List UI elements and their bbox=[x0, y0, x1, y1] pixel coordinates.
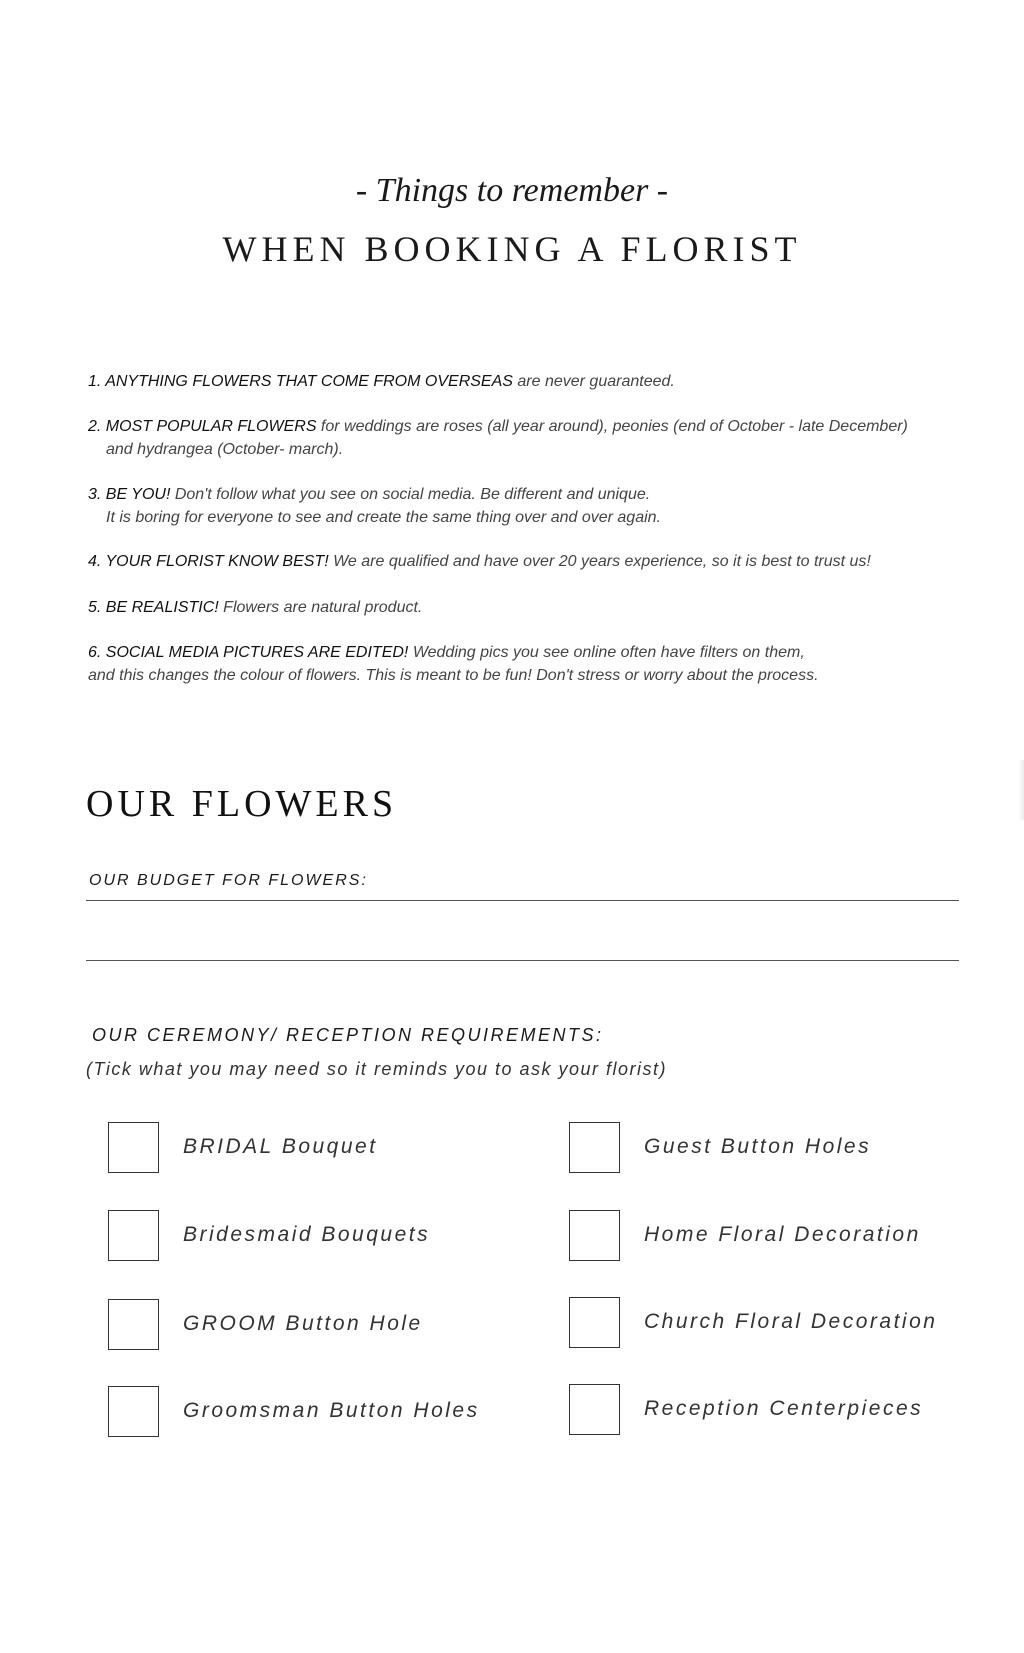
checkbox-guest-button-holes[interactable] bbox=[569, 1122, 620, 1173]
tip-text-continued: and hydrangea (October- march). bbox=[106, 441, 344, 458]
tip-lead: 1. ANYTHING FLOWERS THAT COME FROM OVERSEAS bbox=[88, 373, 513, 390]
budget-line-2[interactable] bbox=[86, 960, 959, 961]
checkbox-bridal-bouquet[interactable] bbox=[108, 1122, 159, 1173]
checkbox-label: Reception Centerpieces bbox=[644, 1397, 924, 1420]
tip-text: Don't follow what you see on social media. Be different and unique. bbox=[170, 486, 651, 503]
checkbox-label: Church Floral Decoration bbox=[644, 1310, 938, 1333]
checkbox-label: Guest Button Holes bbox=[644, 1135, 872, 1158]
tip-item bbox=[88, 483, 948, 529]
page-edge-shadow bbox=[1018, 760, 1024, 820]
tip-text: are never guaranteed. bbox=[512, 373, 675, 390]
requirements-label: OUR CEREMONY/ RECEPTION REQUIREMENTS: bbox=[92, 1025, 604, 1045]
page-title: WHEN BOOKING A FLORIST bbox=[222, 229, 802, 269]
section-title-our-flowers: OUR FLOWERS bbox=[86, 783, 398, 825]
tip-lead: 6. SOCIAL MEDIA PICTURES ARE EDITED! bbox=[88, 644, 409, 661]
tip-text: We are qualified and have over 20 years experience, so it is best to trust us! bbox=[328, 553, 871, 570]
tip-lead: 5. BE REALISTIC! bbox=[88, 599, 219, 616]
tip-item bbox=[88, 641, 948, 687]
tip-item bbox=[88, 370, 948, 393]
tip-lead: 4. YOUR FLORIST KNOW BEST! bbox=[88, 553, 329, 570]
requirements-note: (Tick what you may need so it reminds you to ask your florist) bbox=[86, 1059, 668, 1079]
tip-text-continued: and this changes the colour of flowers. This is meant to be fun! Don't stress or worry about the process. bbox=[88, 667, 819, 684]
checkbox-groom-button-hole[interactable] bbox=[108, 1299, 159, 1350]
budget-line-1[interactable] bbox=[86, 900, 959, 901]
checkbox-label: Home Floral Decoration bbox=[644, 1223, 921, 1246]
checkbox-reception-centerpieces[interactable] bbox=[569, 1384, 620, 1435]
tip-item bbox=[88, 415, 948, 461]
tip-lead: 2. MOST POPULAR FLOWERS bbox=[88, 418, 317, 435]
checkbox-label: Groomsman Button Holes bbox=[183, 1399, 480, 1422]
tip-text: Flowers are natural product. bbox=[218, 599, 423, 616]
checkbox-bridesmaid-bouquets[interactable] bbox=[108, 1210, 159, 1261]
tip-text-continued: It is boring for everyone to see and create the same thing over and over again. bbox=[106, 509, 661, 526]
checkbox-label: GROOM Button Hole bbox=[183, 1312, 423, 1335]
checkbox-church-floral-decoration[interactable] bbox=[569, 1297, 620, 1348]
tip-item bbox=[88, 550, 948, 573]
tip-text: Wedding pics you see online often have filters on them, bbox=[408, 644, 805, 661]
budget-label: OUR BUDGET FOR FLOWERS: bbox=[89, 872, 368, 889]
checkbox-label: Bridesmaid Bouquets bbox=[183, 1223, 431, 1246]
script-title: - Things to remember - bbox=[355, 172, 669, 209]
tip-text: for weddings are roses (all year around), peonies (end of October - late December) bbox=[316, 418, 908, 435]
checkbox-groomsman-button-holes[interactable] bbox=[108, 1386, 159, 1437]
tip-lead: 3. BE YOU! bbox=[88, 486, 171, 503]
checkbox-home-floral-decoration[interactable] bbox=[569, 1210, 620, 1261]
checkbox-label: BRIDAL Bouquet bbox=[183, 1135, 378, 1158]
tip-item bbox=[88, 596, 948, 619]
